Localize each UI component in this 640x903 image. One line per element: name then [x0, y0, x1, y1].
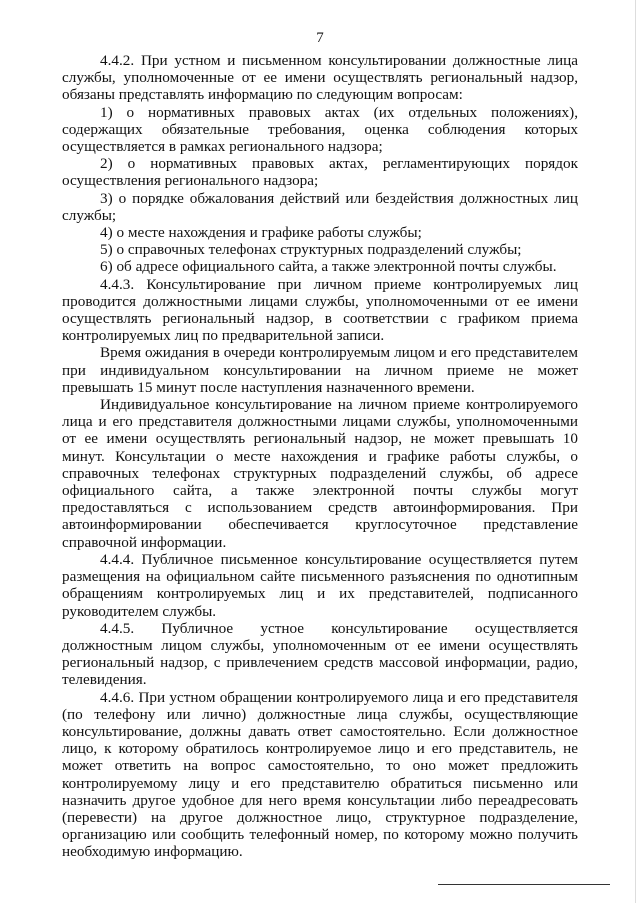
list-item-1: 1) о нормативных правовых актах (их отдельных положениях), содержащих обязательные требования, оценка соблюдения которых осуществляется в рамках регионального надзора; — [62, 103, 578, 156]
paragraph-4-4-6: 4.4.6. При устном обращении контролируемого лица и его представителя (по телефону или лично) должностные лица службы, осуществляющие консультирование, должны давать ответ самостоятельно. Если должностное лицо, к которому обратилось контролируемое лицо и его представитель, не может ответить на вопрос самостоятельно, то оно может предложить контролируемому лицу и его представителю обратиться письменно или назначить другое удобное для него время консультации либо переадресовать (перевести) на другое должностное лицо, структурное подразделение, организацию или сообщить телефонный номер, по которому можно получить необходимую информацию. — [62, 688, 578, 861]
paragraph-4-4-4: 4.4.4. Публичное письменное консультирование осуществляется путем размещения на официальном сайте письменного разъяснения по однотипным обращениям контролируемых лиц и их представителей, подписанного руководителем службы. — [62, 550, 578, 620]
list-item-2: 2) о нормативных правовых актах, регламентирующих порядок осуществления регионального надзора; — [62, 155, 578, 190]
list-item-5: 5) о справочных телефонах структурных подразделений службы; — [100, 241, 522, 259]
paragraph-individual-consulting: Индивидуальное консультирование на личном приеме контролируемого лица и его представителя должностными лицами службы, уполномоченными от ее имени осуществлять региональный надзор, не может превышать 10 минут. Консультации о месте нахождения и графике работы службы, о справочных телефонах структурных подразделений службы, об адресе официального сайта, а также электронной почты службы могут предоставляться с использованием средств автоинформирования. При автоинформировании обеспечивается круглосуточное представление справочной информации. — [62, 396, 578, 551]
footer-rule — [438, 884, 610, 885]
page-number: 7 — [316, 30, 324, 46]
paragraph-4-4-3: 4.4.3. Консультирование при личном приеме контролируемых лиц проводится должностными лицами службы, уполномоченными от ее имени осуществлять региональный надзор, в соответствии с графиком приема контролируемых лиц по предварительной записи. — [62, 275, 578, 345]
page-edge — [635, 0, 636, 903]
document-body — [62, 52, 578, 861]
list-item-3: 3) о порядке обжалования действий или бездействия должностных лиц службы; — [62, 189, 578, 224]
list-item-6: 6) об адресе официального сайта, а также электронной почты службы. — [100, 258, 557, 276]
paragraph-waiting-time: Время ожидания в очереди контролируемым лицом и его представителем при индивидуальном консультировании на личном приеме не может превышать 15 минут после наступления назначенного времени. — [62, 344, 578, 396]
paragraph-4-4-5: 4.4.5. Публичное устное консультирование осуществляется должностным лицом службы, уполномоченным от ее имени осуществлять региональный надзор, с привлечением средств массовой информации, радио, телевидения. — [62, 619, 578, 689]
list-item-4: 4) о месте нахождения и графике работы службы; — [100, 224, 422, 242]
paragraph-4-4-2: 4.4.2. При устном и письменном консультировании должностные лица службы, уполномоченные от ее имени осуществлять региональный надзор, обязаны представлять информацию по следующим вопросам: — [62, 52, 578, 104]
